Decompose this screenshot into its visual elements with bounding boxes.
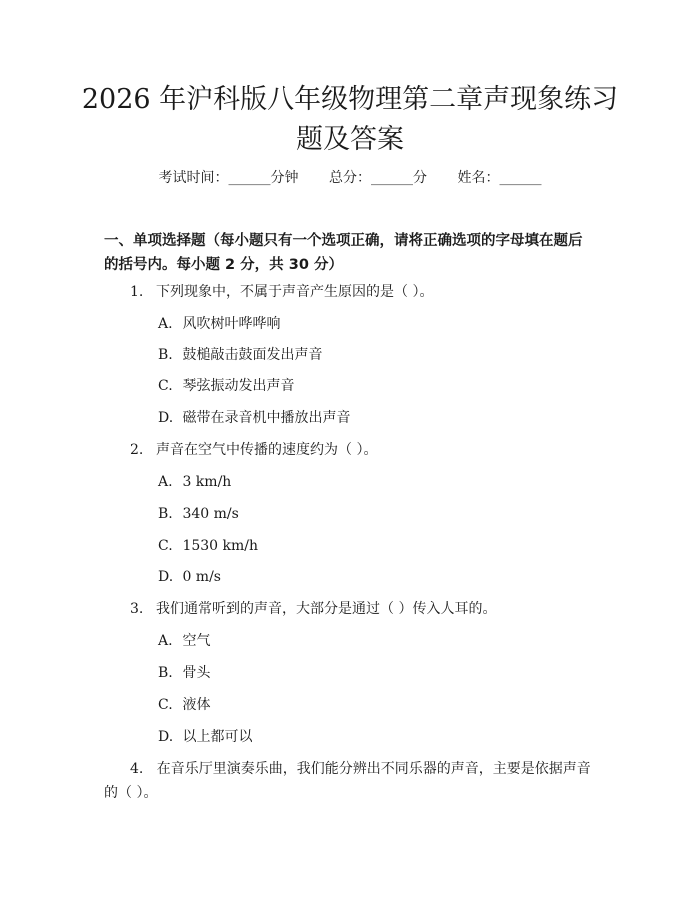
option-letter: A.	[158, 633, 173, 649]
option-text: 0 m/s	[182, 569, 221, 585]
option-2d	[158, 567, 221, 587]
student-name-label: 姓名：______	[457, 170, 542, 186]
option-1b	[158, 345, 322, 365]
option-3a	[158, 631, 210, 651]
option-letter: A.	[158, 474, 173, 490]
option-text: 空气	[182, 633, 211, 649]
option-2a	[158, 472, 231, 492]
option-text: 3 km/h	[182, 474, 232, 490]
option-letter: C.	[158, 697, 173, 713]
option-text: 1530 km/h	[182, 538, 259, 554]
option-letter: D.	[158, 729, 174, 745]
section-title: 一、单项选择题（每小题只有一个选项正确，请将正确选项的字母填在题后的括号内。每小题 2 分，共 30 分）	[104, 233, 583, 273]
question-4	[104, 757, 598, 805]
question-number: 3.	[130, 601, 144, 617]
option-1a	[158, 314, 280, 334]
option-text: 340 m/s	[182, 506, 239, 522]
question-number: 4.	[130, 761, 144, 777]
question-text: 下列现象中，不属于声音产生原因的是（ ）。	[156, 284, 434, 300]
option-3c	[158, 695, 210, 715]
question-number: 2.	[130, 442, 144, 458]
question-2	[104, 440, 596, 460]
option-letter: D.	[158, 569, 174, 585]
option-letter: C.	[158, 538, 173, 554]
option-letter: A.	[158, 316, 173, 332]
option-text: 鼓槌敲击鼓面发出声音	[182, 347, 323, 363]
question-number: 1.	[130, 284, 144, 300]
option-letter: B.	[158, 347, 173, 363]
option-text: 磁带在录音机中播放出声音	[182, 410, 351, 426]
question-3	[104, 599, 596, 619]
option-1c	[158, 376, 294, 396]
option-text: 琴弦振动发出声音	[182, 378, 295, 394]
option-2b	[158, 504, 239, 524]
exam-time-label: 考试时间：______分钟	[158, 170, 299, 186]
option-text: 以上都可以	[182, 729, 253, 745]
document-title: 2026 年沪科版八年级物理第二章声现象练习题及答案	[81, 84, 619, 155]
exam-meta	[0, 168, 700, 188]
question-text: 在音乐厅里演奏乐曲，我们能分辨出不同乐器的声音，主要是依据声音的（ ）。	[104, 761, 591, 801]
option-3b	[158, 663, 210, 683]
option-2c	[158, 536, 258, 556]
option-3d	[158, 727, 252, 747]
option-text: 骨头	[182, 665, 211, 681]
question-text: 我们通常听到的声音，大部分是通过（ ）传入人耳的。	[156, 601, 497, 617]
question-1	[104, 282, 596, 302]
option-letter: C.	[158, 378, 173, 394]
total-score-label: 总分：______分	[329, 170, 427, 186]
option-letter: B.	[158, 665, 173, 681]
option-1d	[158, 408, 350, 428]
option-text: 液体	[182, 697, 211, 713]
question-text: 声音在空气中传播的速度约为（ ）。	[156, 442, 378, 458]
option-text: 风吹树叶哗哗响	[182, 316, 281, 332]
option-letter: D.	[158, 410, 174, 426]
option-letter: B.	[158, 506, 173, 522]
